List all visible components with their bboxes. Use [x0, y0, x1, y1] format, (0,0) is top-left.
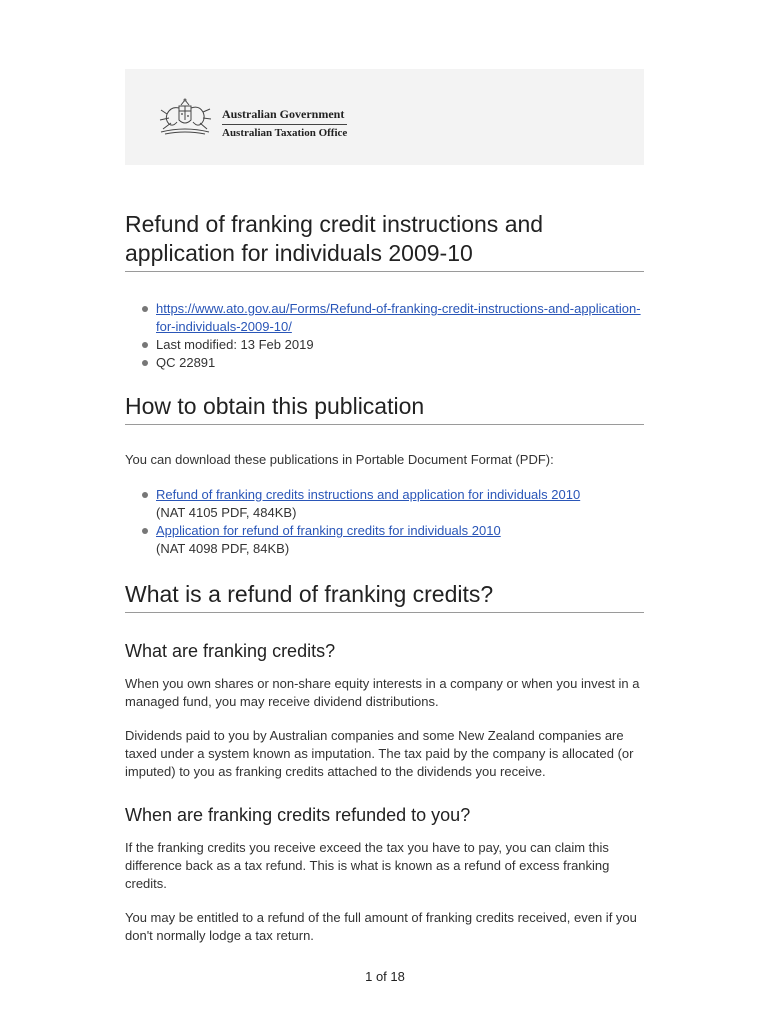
- paragraph: You may be entitled to a refund of the full amount of franking credits received, even if you don't normally lodge a tax return.: [125, 910, 637, 943]
- list-item: [125, 354, 644, 372]
- agency-name: Australian Taxation Office: [222, 124, 347, 140]
- list-item: [125, 486, 644, 522]
- paragraph: If the franking credits you receive exceed the tax you have to pay, you can claim this difference back as a tax refund. This is what is known as a refund of excess franking credits.: [125, 840, 610, 891]
- agency-logo-text: [222, 106, 347, 140]
- paragraph: When you own shares or non-share equity interests in a company or when you invest in a managed fund, you may receive dividend distributions.: [125, 676, 640, 709]
- subheading-what-are: What are franking credits?: [125, 641, 336, 661]
- source-url-link[interactable]: https://www.ato.gov.au/Forms/Refund-of-franking-credit-instructions-and-application-for-individuals-2009-10/: [156, 301, 641, 334]
- document-content: [125, 210, 644, 945]
- last-modified: Last modified: 13 Feb 2019: [156, 337, 314, 352]
- qc-number: QC 22891: [156, 355, 216, 370]
- gov-name: Australian Government: [222, 107, 345, 121]
- section-heading-obtain: How to obtain this publication: [125, 392, 644, 425]
- coat-of-arms-icon: [153, 96, 217, 140]
- publication-link-application[interactable]: Application for refund of franking credits for individuals 2010: [156, 523, 501, 538]
- publication-detail: (NAT 4098 PDF, 84KB): [156, 541, 290, 556]
- section-heading-what: What is a refund of franking credits?: [125, 580, 644, 613]
- metadata-list: [125, 300, 644, 372]
- header-banner: [125, 69, 644, 165]
- publication-link-instructions[interactable]: Refund of franking credits instructions and application for individuals 2010: [156, 487, 581, 502]
- publication-list: [125, 486, 644, 558]
- paragraph: Dividends paid to you by Australian companies and some New Zealand companies are taxed under a system known as imputation. The tax paid by the company is allocated (or imputed) to you as franking credits attached to the dividends you receive.: [125, 728, 634, 779]
- list-item: [125, 336, 644, 354]
- subheading-when-refunded: When are franking credits refunded to you?: [125, 805, 471, 825]
- page-title: Refund of franking credit instructions and application for individuals 2009-10: [125, 210, 644, 272]
- obtain-intro: You can download these publications in Portable Document Format (PDF):: [125, 452, 554, 467]
- publication-detail: (NAT 4105 PDF, 484KB): [156, 505, 297, 520]
- list-item: [125, 300, 644, 336]
- list-item: [125, 522, 644, 558]
- page-number: 1 of 18: [365, 969, 405, 984]
